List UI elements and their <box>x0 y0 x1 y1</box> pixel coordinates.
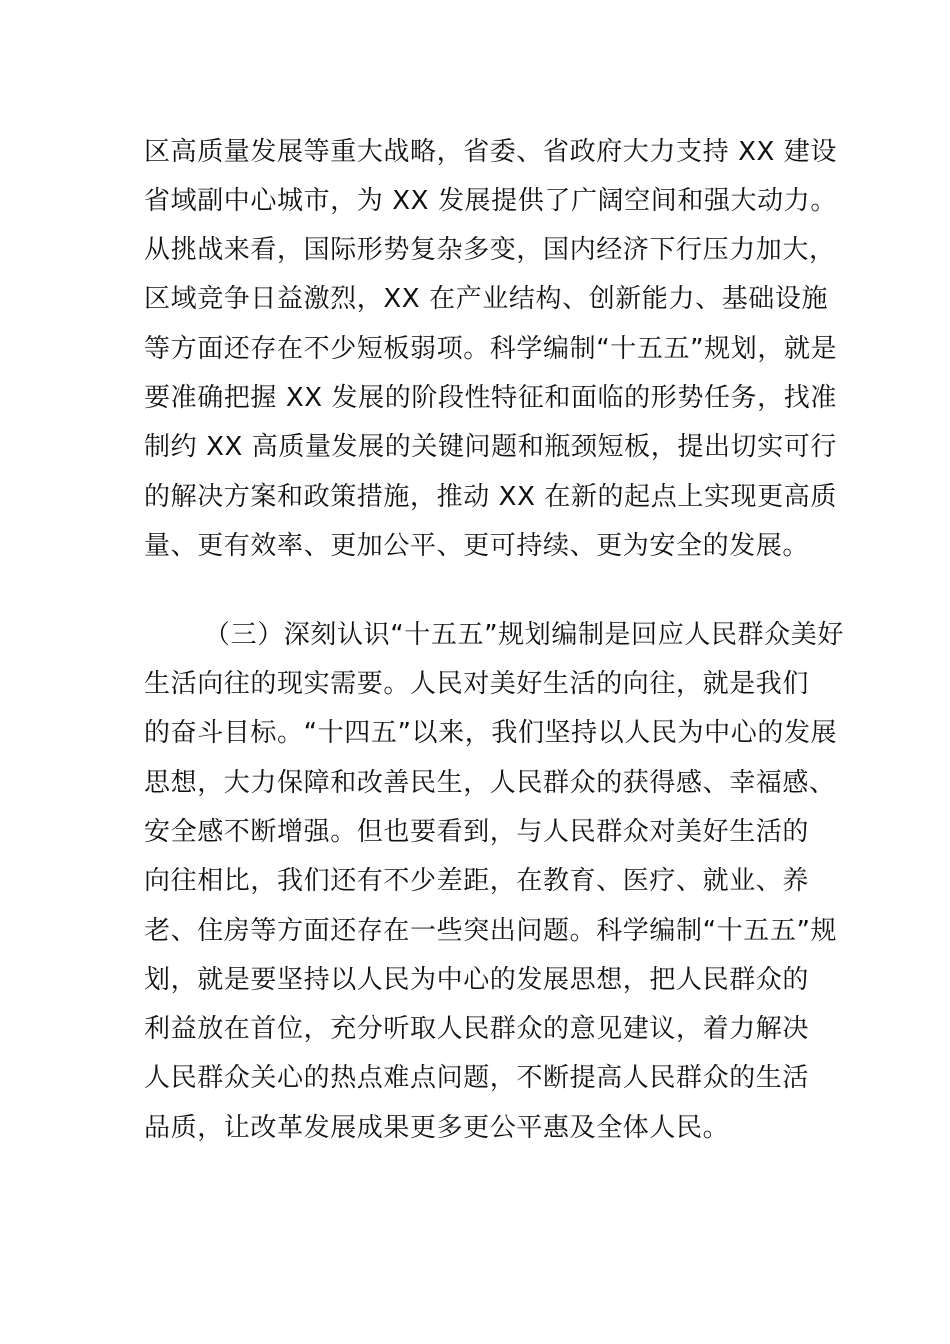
text-line: 生活向往的现实需要。人民对美好生活的向往，就是我们 <box>144 669 810 699</box>
text-line: （三）深刻认识“十五五”规划编制是回应人民群众美好 <box>204 620 844 650</box>
text-line: 品质，让改革发展成果更多更公平惠及全体人民。 <box>144 1113 730 1143</box>
text-line: 划，就是要坚持以人民为中心的发展思想，把人民群众的 <box>144 965 810 995</box>
text-line: 老、住房等方面还存在一些突出问题。科学编制“十五五”规 <box>144 916 838 946</box>
text-line: 等方面还存在不少短板弱项。科学编制“十五五”规划，就是 <box>144 334 838 364</box>
text-line: 区高质量发展等重大战略，省委、省政府大力支持 XX 建设 <box>144 137 837 167</box>
text-line: 区域竞争日益激烈，XX 在产业结构、创新能力、基础设施 <box>144 284 829 314</box>
text-line: 的解决方案和政策措施，推动 XX 在新的起点上实现更高质 <box>144 482 837 512</box>
text-line: 的奋斗目标。“十四五”以来，我们坚持以人民为中心的发展 <box>144 718 838 748</box>
text-line: 思想，大力保障和改善民生，人民群众的获得感、幸福感、 <box>144 768 836 798</box>
text-line: 安全感不断增强。但也要看到，与人民群众对美好生活的 <box>144 817 810 847</box>
text-line: 省域副中心城市，为 XX 发展提供了广阔空间和强大动力。 <box>144 186 837 216</box>
text-line: 从挑战来看，国际形势复杂多变，国内经济下行压力加大， <box>144 235 836 265</box>
text-line: 要准确把握 XX 发展的阶段性特征和面临的形势任务，找准 <box>144 383 837 413</box>
text-line: 利益放在首位，充分听取人民群众的意见建议，着力解决 <box>144 1014 810 1044</box>
text-line: 量、更有效率、更加公平、更可持续、更为安全的发展。 <box>144 531 810 561</box>
text-line: 制约 XX 高质量发展的关键问题和瓶颈短板，提出切实可行 <box>144 432 837 462</box>
text-line: 人民群众关心的热点难点问题，不断提高人民群众的生活 <box>144 1063 810 1093</box>
text-line: 向往相比，我们还有不少差距，在教育、医疗、就业、养 <box>144 866 810 896</box>
